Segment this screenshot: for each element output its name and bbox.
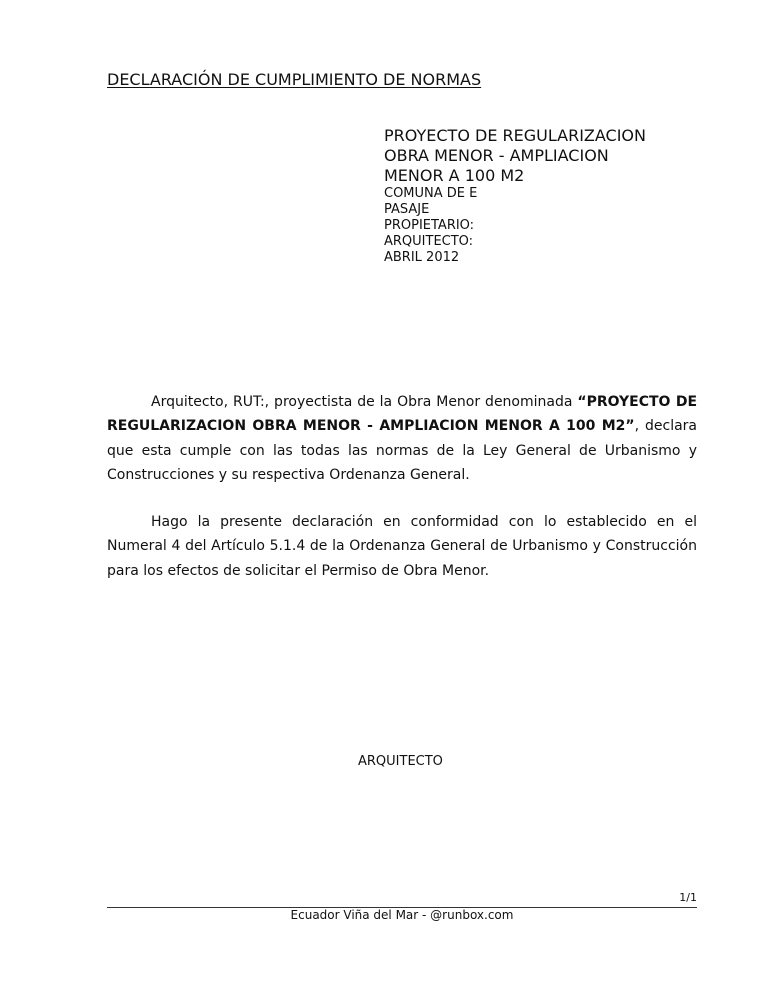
project-detail-commune: COMUNA DE E [384,186,478,201]
project-detail-date: ABRIL 2012 [384,250,460,265]
page-number: 1/1 [679,891,697,904]
project-name-bold: “PROYECTO DE REGULARIZACION OBRA MENOR - AMPLIACION MENOR A 100 M2” [107,394,698,435]
conformity-paragraph: Hago la presente declaración en conformidad con lo establecido en el Numeral 4 del Artículo 5.1.4 de la Ordenanza General de Urbanismo y Construcción para los efectos de solicitar el Permiso de Obra Menor. [107,514,697,579]
project-detail-address: PASAJE [384,202,430,217]
declaration-text-end: , declara que esta cumple con las todas las normas de la Ley General de Urbanismo y Construcciones y su respectiva Ordenanza General. [107,418,697,483]
project-details [384,186,724,266]
project-block [384,126,724,266]
project-heading [384,126,724,186]
footer-text: Ecuador Viña del Mar - @runbox.com [290,908,514,922]
project-detail-owner: PROPIETARIO: [384,218,475,233]
declaration-paragraph [107,390,697,487]
project-heading-line: PROYECTO DE REGULARIZACION [384,126,646,145]
signature-label: ARQUITECTO [358,754,443,769]
document-title: DECLARACIÓN DE CUMPLIMIENTO DE NORMAS [107,70,482,89]
declaration-text-start: Arquitecto, RUT:, proyectista de la Obra Menor denominada [151,394,578,410]
project-detail-architect: ARQUITECTO: [384,234,474,249]
project-heading-line: OBRA MENOR - AMPLIACION [384,146,609,165]
project-heading-line: MENOR A 100 M2 [384,166,525,185]
